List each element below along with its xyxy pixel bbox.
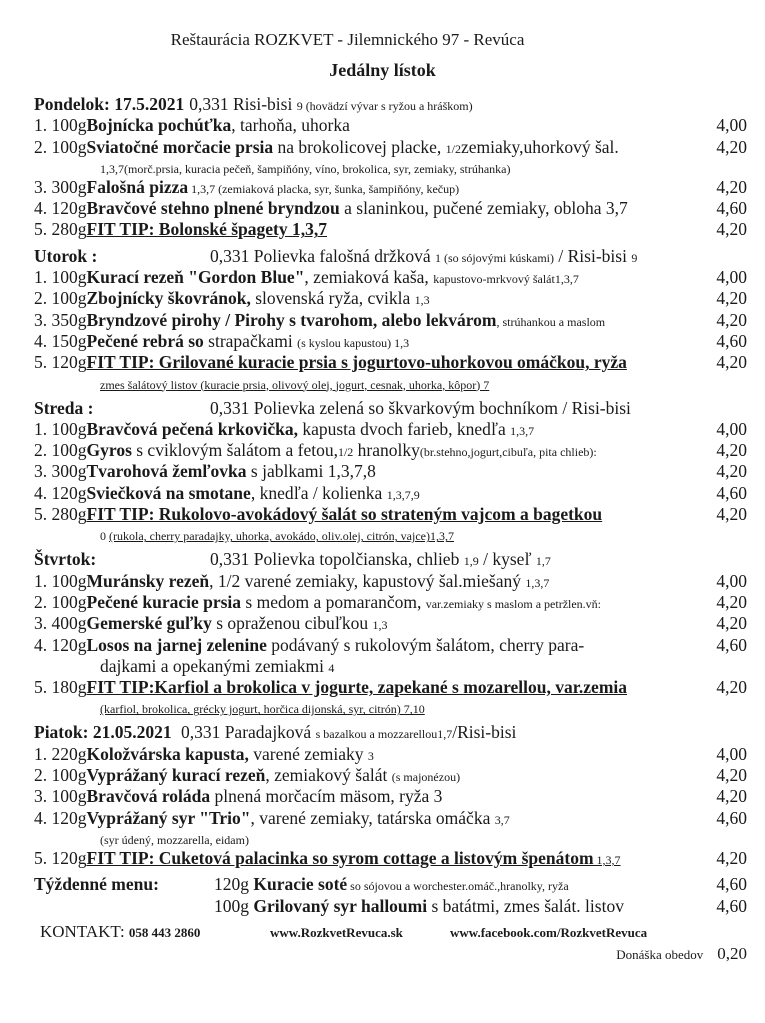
text-segment: Gemerské guľky <box>86 613 212 634</box>
item-price: 4,60 <box>713 874 747 895</box>
text-segment: , knedľa / kolienka <box>250 482 387 503</box>
menu-item <box>34 613 747 634</box>
weekly-label: Týždenné menu: <box>34 874 159 895</box>
text-segment: (rukola, cherry paradajky, uhorka, avokádo, oliv.olej, citrón, vajce)1,3,7 <box>109 529 454 544</box>
text-segment: (s majonézou) <box>391 770 461 785</box>
text-segment: FIT TIP: Cuketová palacinka so syrom cottage a listovým špenátom <box>86 847 594 868</box>
item-price: 4,00 <box>713 115 747 136</box>
text-segment: (s kyslou kapustou) 1,3 <box>297 335 410 350</box>
text-segment: 0,331 <box>210 245 254 266</box>
item-number-weight: 1. 100g <box>34 115 87 136</box>
menu-title: Jedálny lístok <box>329 60 436 80</box>
text-segment: 1,3,7,9 <box>386 487 420 502</box>
text-segment: 1,3,7 <box>510 423 535 438</box>
menu-item <box>34 137 747 158</box>
text-segment: Grilovaný syr halloumi <box>253 895 428 916</box>
item-price: 4,20 <box>713 765 747 786</box>
item-price: 4,20 <box>713 440 747 461</box>
website-link[interactable]: www.RozkvetRevuca.sk <box>270 925 403 940</box>
text-segment: 3 <box>367 748 374 763</box>
item-number-weight: 1. 220g <box>34 743 87 764</box>
item-price: 4,60 <box>713 896 747 917</box>
text-segment: , zemiakový šalát <box>265 765 392 786</box>
text-segment: /Risi-bisi <box>452 722 517 743</box>
item-continuation <box>34 656 747 677</box>
item-price: 4,60 <box>713 635 747 656</box>
text-segment: 3,7 <box>494 812 510 827</box>
text-segment: 0,331 <box>210 549 254 570</box>
menu-item <box>34 848 747 869</box>
item-price: 4,00 <box>713 571 747 592</box>
item-number-weight: 4. 120g <box>34 198 87 219</box>
menu-item <box>34 592 747 613</box>
text-segment: Losos na jarnej zelenine <box>86 634 267 655</box>
menu-item <box>34 219 747 240</box>
item-number-weight: 5. 180g <box>34 677 87 698</box>
text-segment: FIT TIP:Karfiol a brokolica v jogurte, zapekané s mozarellou, var.zemia <box>86 677 628 698</box>
item-number-weight: 4. 150g <box>34 330 87 351</box>
text-segment: podávaný s rukolovým šalátom, cherry para- <box>266 634 585 655</box>
text-segment: (br.stehno,jogurt,cibuľa, pita chlieb): <box>419 445 597 460</box>
text-segment: , varené zemiaky, tatárska omáčka <box>250 807 495 828</box>
text-segment: strapačkami <box>203 330 298 351</box>
text-segment: Bojnícka pochúťka <box>86 115 232 136</box>
text-segment: 1/2 <box>445 141 461 156</box>
item-price: 4,60 <box>713 198 747 219</box>
text-segment: Vyprážaný kurací rezeň <box>86 765 266 786</box>
text-segment: FIT TIP: Grilované kuracie prsia s jogurtovo-uhorkovou omáčkou, ryža <box>86 352 627 373</box>
text-segment: Sviatočné morčacie prsia <box>86 136 274 157</box>
menu-item <box>34 288 747 309</box>
item-price: 4,20 <box>713 504 747 525</box>
text-segment: Pečené kuracie prsia <box>86 591 242 612</box>
day-header <box>34 246 747 267</box>
text-segment: slovenská ryža, cvikla <box>250 288 415 309</box>
text-segment: 9 <box>631 250 638 265</box>
text-segment: Tvarohová žemľovka <box>86 461 247 482</box>
text-segment: 1,3 <box>372 618 388 633</box>
text-segment: Zbojnícky škovránok, <box>86 288 251 309</box>
text-segment: 0,331 <box>176 722 225 743</box>
item-number-weight: 2. 100g <box>34 591 87 612</box>
menu-item <box>34 310 747 331</box>
item-price: 4,20 <box>713 592 747 613</box>
text-segment: Sviečková na smotane <box>86 482 251 503</box>
day-header <box>34 549 747 570</box>
menu-item <box>34 177 747 198</box>
menu-item <box>34 419 747 440</box>
item-price: 4,00 <box>713 744 747 765</box>
text-segment: / Risi-bisi <box>554 245 632 266</box>
item-ingredients <box>34 829 747 848</box>
contact-label: KONTAKT: <box>40 922 129 941</box>
menu-item <box>34 440 747 461</box>
menu-item <box>34 504 747 525</box>
text-segment: dajkami a opekanými zemiakmi <box>100 655 329 676</box>
item-ingredients <box>34 525 747 544</box>
delivery-price: 0,20 <box>717 944 747 963</box>
item-number-weight: 5. 280g <box>34 504 87 525</box>
text-segment: Polievka zelená so škvarkovým bochníkom / Risi-bisi <box>253 397 631 418</box>
text-segment: hranolky <box>353 440 420 461</box>
item-price: 4,20 <box>713 288 747 309</box>
item-number-weight: 5. 280g <box>34 219 87 240</box>
day-label: Piatok: 21.05.2021 <box>34 722 172 743</box>
menu-item <box>34 571 747 592</box>
item-number-weight: 2. 100g <box>34 288 87 309</box>
restaurant-header: Reštaurácia ROZKVET - Jilemnického 97 - Revúca <box>170 30 525 49</box>
text-segment: Kuracie soté <box>253 874 348 895</box>
menu-item <box>34 677 747 698</box>
text-segment: Paradajková <box>224 722 316 743</box>
text-segment: so sójovou a worchester.omáč.,hranolky, ryža <box>347 879 569 894</box>
text-segment: a slaninkou, pučené zemiaky, obloha 3,7 <box>339 198 628 219</box>
item-price: 4,20 <box>713 786 747 807</box>
menu-item <box>34 483 747 504</box>
item-price: 4,20 <box>713 677 747 698</box>
item-price: 4,20 <box>713 848 747 869</box>
menu-item <box>34 198 747 219</box>
text-segment: Pečené rebrá so <box>86 330 204 351</box>
facebook-link[interactable]: www.facebook.com/RozkvetRevuca <box>450 925 648 940</box>
item-price: 4,20 <box>713 352 747 373</box>
text-segment: Polievka topolčianska, chlieb <box>253 549 464 570</box>
menu-item <box>34 115 747 136</box>
text-segment: Bravčová roláda <box>86 786 211 807</box>
text-segment: 100g <box>214 895 254 916</box>
item-ingredients <box>34 698 747 717</box>
text-segment: Gyros <box>86 440 132 461</box>
item-number-weight: 4. 120g <box>34 807 87 828</box>
item-number-weight: 5. 120g <box>34 352 87 373</box>
text-segment: kapustovo-mrkvový šalát1,3,7 <box>433 272 579 287</box>
text-segment: (syr údený, mozzarella, eidam) <box>100 832 249 847</box>
item-number-weight: 3. 300g <box>34 176 87 197</box>
item-number-weight: 1. 100g <box>34 267 87 288</box>
text-segment: s batátmi, zmes šalát. listov <box>427 895 624 916</box>
text-segment: 1,3,7 <box>593 852 621 867</box>
text-segment: FIT TIP: Bolonské špagety 1,3,7 <box>86 219 328 240</box>
day-label: Pondelok: 17.5.2021 <box>34 94 185 114</box>
text-segment: varené zemiaky <box>248 743 368 764</box>
text-segment: 4 <box>328 660 335 675</box>
menu-item <box>34 765 747 786</box>
text-segment: Risi-bisi <box>232 94 297 114</box>
text-segment: Vyprážaný syr "Trio" <box>86 807 251 828</box>
phone-number: 058 443 2860 <box>128 925 201 940</box>
menu-item <box>34 267 747 288</box>
text-segment: 1 (so sójovými kúskami) <box>435 250 555 265</box>
item-number-weight: 1. 100g <box>34 418 87 439</box>
text-segment: s medom a pomarančom, <box>241 591 426 612</box>
menu-item <box>34 331 747 352</box>
text-segment: 1,7 <box>535 554 551 569</box>
item-number-weight: 5. 120g <box>34 847 87 868</box>
text-segment: 0 <box>100 529 109 544</box>
menu-item <box>34 352 747 373</box>
text-segment: s cviklovým šalátom a fetou, <box>131 440 338 461</box>
day-header <box>34 94 747 115</box>
text-segment: var.zemiaky s maslom a petržlen.vň: <box>425 596 602 611</box>
day-header <box>34 722 747 743</box>
item-price: 4,60 <box>713 483 747 504</box>
item-price: 4,20 <box>713 461 747 482</box>
delivery-fee <box>616 944 747 964</box>
item-number-weight: 4. 120g <box>34 482 87 503</box>
item-price: 4,20 <box>713 310 747 331</box>
item-number-weight: 1. 100g <box>34 570 87 591</box>
text-segment: , zemiaková kaša, <box>304 267 434 288</box>
item-price: 4,60 <box>713 808 747 829</box>
text-segment: 1,3,7(morč.prsia, kuracia pečeň, šampiňóny, víno, brokolica, syr, zemiaky, strúhanka) <box>100 161 511 176</box>
menu-item <box>34 461 747 482</box>
item-number-weight: 3. 350g <box>34 309 87 330</box>
item-number-weight: 3. 300g <box>34 461 87 482</box>
menu-item <box>34 786 747 807</box>
item-number-weight: 3. 100g <box>34 786 87 807</box>
text-segment: FIT TIP: Rukolovo-avokádový šalát so strateným vajcom a bagetkou <box>86 504 603 525</box>
text-segment: 1/2 <box>337 445 354 460</box>
item-price: 4,60 <box>713 331 747 352</box>
text-segment: Muránsky rezeň <box>86 570 210 591</box>
text-segment: , strúhankou a maslom <box>496 314 606 329</box>
text-segment: 120g <box>214 874 254 895</box>
text-segment: 1,9 <box>463 554 479 569</box>
item-price: 4,20 <box>713 177 747 198</box>
text-segment: 0,331 <box>189 94 233 114</box>
weekly-item <box>34 896 747 917</box>
item-price: 4,20 <box>713 219 747 240</box>
day-label: Štvrtok: <box>34 549 97 570</box>
text-segment: 0,331 <box>210 397 254 418</box>
item-number-weight: 4. 120g <box>34 634 87 655</box>
text-segment: s jablkami 1,3,7,8 <box>246 461 376 482</box>
text-segment: Bravčová pečená krkovička, <box>86 418 298 439</box>
text-segment: Falošná pizza <box>86 176 189 197</box>
item-number-weight: 2. 100g <box>34 136 87 157</box>
text-segment: Bravčové stehno plnené bryndzou <box>86 198 340 219</box>
item-number-weight: 2. 100g <box>34 765 87 786</box>
item-number-weight: 2. 100g <box>34 440 87 461</box>
menu-item <box>34 635 747 656</box>
item-price: 4,00 <box>713 419 747 440</box>
text-segment: na brokolicovej placke, <box>273 136 446 157</box>
text-segment: Koložvárska kapusta, <box>86 743 249 764</box>
item-ingredients <box>34 158 747 177</box>
text-segment: s opraženou cibuľkou <box>211 613 373 634</box>
text-segment: kapusta dvoch farieb, knedľa <box>297 418 511 439</box>
text-segment: , tarhoňa, uhorka <box>231 115 350 136</box>
text-segment: 1,3,7 <box>525 575 550 590</box>
weekly-item <box>34 874 747 895</box>
text-segment: (karfiol, brokolica, grécky jogurt, horčica dijonská, syr, citrón) 7,10 <box>100 702 425 717</box>
text-segment: zmes šalátový listov (kuracie prsia, olivový olej, jogurt, cesnak, uhorka, kôpor) 7 <box>100 377 490 392</box>
text-segment: Kurací rezeň "Gordon Blue" <box>86 267 305 288</box>
text-segment: s bazalkou a mozzarellou1,7 <box>315 727 453 742</box>
text-segment: 1,3,7 (zemiaková placka, syr, šunka, šampiňóny, kečup) <box>188 181 460 196</box>
item-price: 4,20 <box>713 613 747 634</box>
text-segment: / kyseľ <box>478 549 536 570</box>
daily-menu <box>34 94 747 917</box>
item-price: 4,20 <box>713 137 747 158</box>
text-segment: zemiaky,uhorkový šal. <box>460 136 619 157</box>
menu-item <box>34 808 747 829</box>
day-header <box>34 398 747 419</box>
text-segment: plnená morčacím mäsom, ryža 3 <box>210 786 443 807</box>
text-segment: 9 (hovädzí vývar s ryžou a hráškom) <box>296 99 473 113</box>
item-number-weight: 3. 400g <box>34 613 87 634</box>
text-segment: Bryndzové pirohy / Pirohy s tvarohom, alebo lekvárom <box>86 309 497 330</box>
menu-item <box>34 744 747 765</box>
day-label: Streda : <box>34 397 94 418</box>
text-segment: Polievka falošná držková <box>253 245 436 266</box>
delivery-label: Donáška obedov <box>616 947 704 962</box>
item-price: 4,00 <box>713 267 747 288</box>
text-segment: 1,3 <box>414 293 430 308</box>
contact-footer <box>40 922 747 942</box>
day-label: Utorok : <box>34 245 98 266</box>
text-segment: , 1/2 varené zemiaky, kapustový šal.miešaný <box>209 570 526 591</box>
item-ingredients <box>34 374 747 393</box>
